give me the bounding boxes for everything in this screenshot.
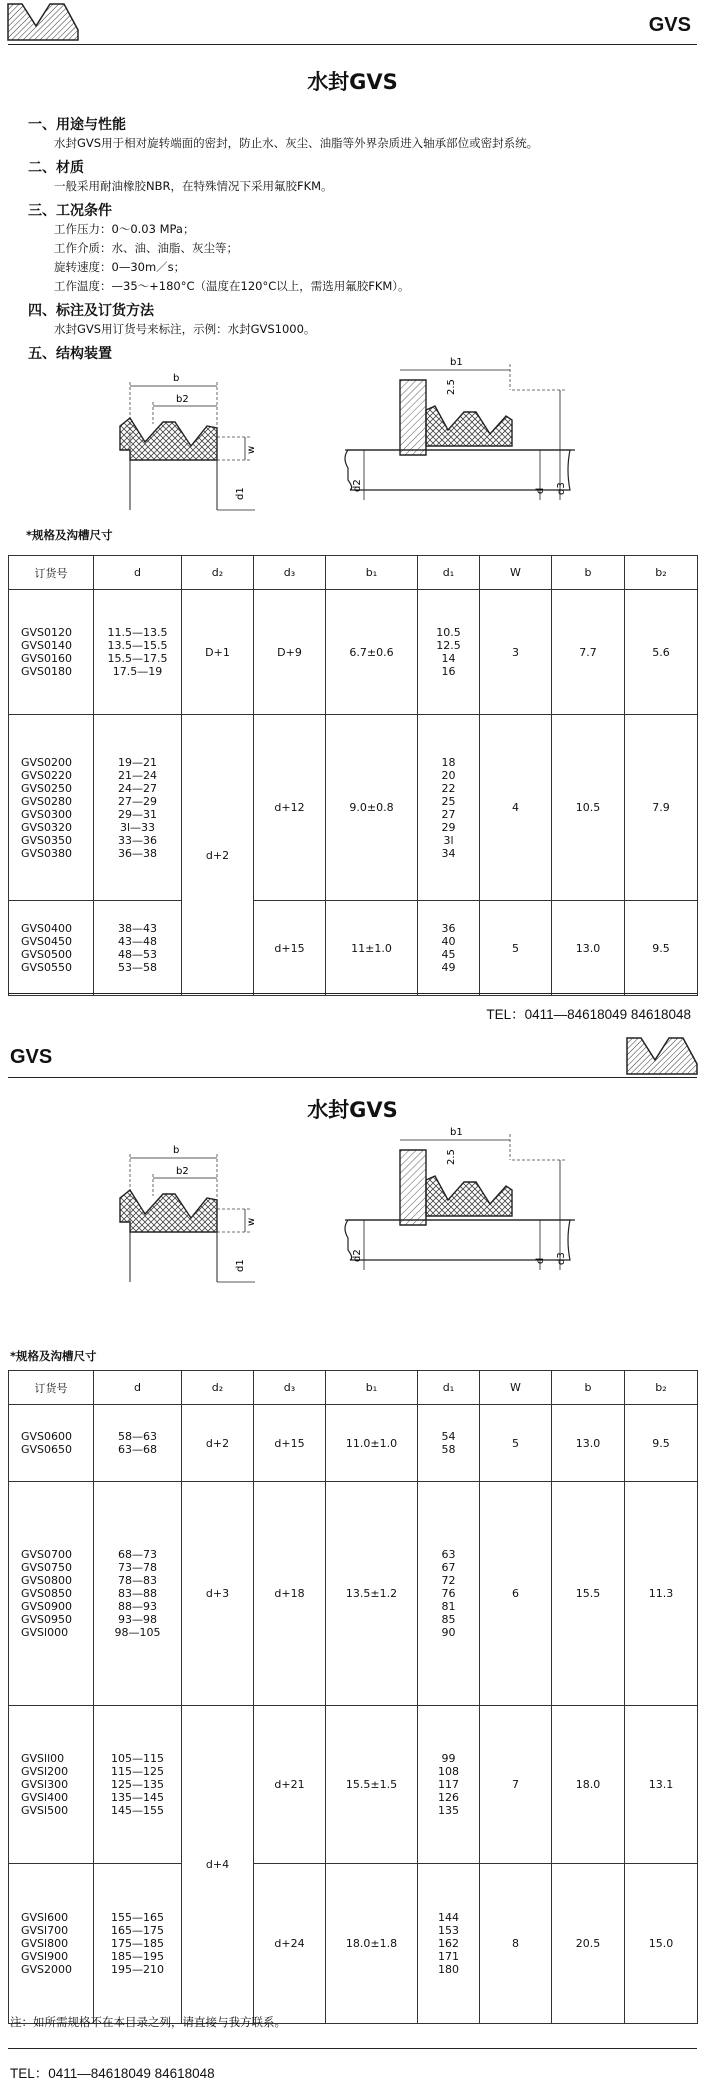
d1-cell: 18 20 22 25 27 29 3l 34: [418, 715, 480, 901]
section-usage: [28, 114, 688, 153]
d3-cell: d+24: [254, 1864, 326, 2024]
order-code-cell: GVS0400 GVS0450 GVS0500 GVS0550: [9, 901, 94, 996]
footnote: 注：如所需规格不在本目录之列，请直接与我方联系。: [10, 2015, 286, 2029]
order-code-cell: GVS0120 GVS0140 GVS0160 GVS0180: [9, 590, 94, 715]
d-cell: 155—165 165—175 175—185 185—195 195—210: [94, 1864, 182, 2024]
d2-cell: D+1: [182, 590, 254, 715]
section-heading: 五、结构装置: [28, 346, 112, 362]
b2-cell: 13.1: [625, 1706, 698, 1864]
dim-d2-label: d2: [352, 1249, 363, 1262]
dim-b1-label: b1: [450, 1127, 463, 1138]
b-cell: 10.5: [552, 715, 625, 901]
b2-cell: 9.5: [625, 901, 698, 996]
seal-profile-diagram: [115, 360, 275, 520]
b-cell: 13.0: [552, 901, 625, 996]
header-cell: d₃: [254, 556, 326, 590]
section-heading: 四、标注及订货方法: [28, 303, 154, 319]
d-cell: 105—115 115—125 125—135 135—145 145—155: [94, 1706, 182, 1864]
header-cell: d₁: [418, 556, 480, 590]
w-cell: 8: [480, 1864, 552, 2024]
order-code-cell: GVS0700 GVS0750 GVS0800 GVS0850 GVS0900 GVS0950 GVSl000: [9, 1482, 94, 1706]
contact-phone: TEL：0411—84618049 84618048: [486, 1007, 691, 1022]
dim-d3-label: d3: [556, 1252, 567, 1265]
d1-cell: 10.5 12.5 14 16: [418, 590, 480, 715]
d-cell: 11.5—13.5 13.5—15.5 15.5—17.5 17.5—19: [94, 590, 182, 715]
table-row: [9, 901, 698, 996]
section-text: 一般采用耐油橡胶NBR，在特殊情况下采用氟胶FKM。: [54, 179, 333, 193]
table-row: [9, 1706, 698, 1864]
b-cell: 18.0: [552, 1706, 625, 1864]
page-code: GVS: [10, 1046, 53, 1068]
order-code-cell: GVS0200 GVS0220 GVS0250 GVS0280 GVS0300 GVS0320 GVS0350 GVS0380: [9, 715, 94, 901]
intro-sections: [28, 114, 688, 363]
order-code-cell: GVSl600 GVSl700 GVSl800 GVSl900 GVS2000: [9, 1864, 94, 2024]
dim-d1-label: d1: [235, 487, 246, 500]
table-header-row: [9, 556, 698, 590]
d1-cell: 63 67 72 76 81 85 90: [418, 1482, 480, 1706]
section-text: 工作温度：—35～+180°C（温度在120°C以上，需选用氟胶FKM）。: [54, 279, 410, 293]
header-cell: d₃: [254, 1371, 326, 1405]
b1-cell: 13.5±1.2: [326, 1482, 418, 1706]
seal-installation-diagram: [340, 350, 580, 520]
b1-cell: 11±1.0: [326, 901, 418, 996]
page-title: 水封GVS: [307, 70, 398, 94]
d2-cell: d+2: [182, 1405, 254, 1482]
d1-cell: 54 58: [418, 1405, 480, 1482]
w-cell: 3: [480, 590, 552, 715]
contact-phone: TEL：0411—84618049 84618048: [10, 2066, 215, 2081]
order-code-cell: GVS0600 GVS0650: [9, 1405, 94, 1482]
section-heading: 二、材质: [28, 160, 84, 176]
table-title: *规格及沟槽尺寸: [26, 528, 113, 542]
section-text: 水封GVS用于相对旋转端面的密封，防止水、灰尘、油脂等外界杂质进入轴承部位或密封系统。: [54, 136, 539, 150]
dim-b1-label: b1: [450, 357, 463, 368]
dim-d-label: d: [535, 487, 546, 494]
dim-b-label: b: [173, 373, 180, 384]
b1-cell: 18.0±1.8: [326, 1864, 418, 2024]
header-cell: b: [552, 556, 625, 590]
table-row: [9, 1864, 698, 2024]
dim-d2-label: d2: [352, 479, 363, 492]
b2-cell: 5.6: [625, 590, 698, 715]
section-text: 工作压力：0～0.03 MPa；: [54, 222, 195, 236]
dim-b2-label: b2: [176, 394, 189, 405]
seal-logo-icon: [625, 1034, 699, 1076]
section-heading: 一、用途与性能: [28, 117, 126, 133]
b1-cell: 9.0±0.8: [326, 715, 418, 901]
table-header-row: [9, 1371, 698, 1405]
header-cell: d₂: [182, 556, 254, 590]
b2-cell: 7.9: [625, 715, 698, 901]
d2-cell: d+3: [182, 1482, 254, 1706]
section-text: 工作介质：水、油、油脂、灰尘等；: [54, 241, 238, 255]
dim-w-label: w: [246, 1217, 257, 1226]
table-row: [9, 715, 698, 901]
header-cell: b₁: [326, 556, 418, 590]
d3-cell: d+15: [254, 901, 326, 996]
d3-cell: d+12: [254, 715, 326, 901]
header-cell: d₁: [418, 1371, 480, 1405]
dim-d3-label: d3: [556, 482, 567, 495]
b-cell: 7.7: [552, 590, 625, 715]
header-cell: b: [552, 1371, 625, 1405]
section-material: [28, 157, 688, 196]
b1-cell: 11.0±1.0: [326, 1405, 418, 1482]
b1-cell: 15.5±1.5: [326, 1706, 418, 1864]
section-conditions: [28, 200, 688, 296]
header-cell: d: [94, 1371, 182, 1405]
b-cell: 15.5: [552, 1482, 625, 1706]
dim-d1-label: d1: [235, 1259, 246, 1272]
w-cell: 5: [480, 1405, 552, 1482]
b2-cell: 11.3: [625, 1482, 698, 1706]
header-cell: 订货号: [9, 556, 94, 590]
section-text: 水封GVS用订货号来标注，示例：水封GVS1000。: [54, 322, 316, 336]
w-cell: 7: [480, 1706, 552, 1864]
d2-cell: d+2: [182, 715, 254, 996]
header-cell: d: [94, 556, 182, 590]
header-cell: W: [480, 556, 552, 590]
dim-d-label: d: [535, 1257, 546, 1264]
w-cell: 6: [480, 1482, 552, 1706]
header-cell: b₂: [625, 556, 698, 590]
d1-cell: 99 108 117 126 135: [418, 1706, 480, 1864]
w-cell: 5: [480, 901, 552, 996]
section-heading: 三、工况条件: [28, 203, 112, 219]
page-title: 水封GVS: [307, 1098, 398, 1122]
d-cell: 38—43 43—48 48—53 53—58: [94, 901, 182, 996]
dim-b-label: b: [173, 1145, 180, 1156]
dim-w-label: w: [246, 445, 257, 454]
seal-installation-diagram: [340, 1120, 580, 1290]
w-cell: 4: [480, 715, 552, 901]
b2-cell: 9.5: [625, 1405, 698, 1482]
d3-cell: d+18: [254, 1482, 326, 1706]
d-cell: 19—21 21—24 24—27 27—29 29—31 3l—33 33—36 36—38: [94, 715, 182, 901]
header-cell: W: [480, 1371, 552, 1405]
d3-cell: d+21: [254, 1706, 326, 1864]
header-cell: 订货号: [9, 1371, 94, 1405]
spec-table-1: [8, 555, 698, 996]
b1-cell: 6.7±0.6: [326, 590, 418, 715]
header-cell: b₁: [326, 1371, 418, 1405]
b-cell: 13.0: [552, 1405, 625, 1482]
seal-logo-icon: [6, 0, 80, 42]
d1-cell: 36 40 45 49: [418, 901, 480, 996]
d3-cell: d+15: [254, 1405, 326, 1482]
page-code: GVS: [648, 14, 691, 36]
table-row: [9, 1482, 698, 1706]
d3-cell: D+9: [254, 590, 326, 715]
dim-2-5-label: 2.5: [446, 1149, 457, 1165]
header-cell: d₂: [182, 1371, 254, 1405]
section-ordering: [28, 300, 688, 339]
dim-b2-label: b2: [176, 1166, 189, 1177]
section-text: 旋转速度：0—30m／s；: [54, 260, 186, 274]
order-code-cell: GVSll00 GVSl200 GVSl300 GVSl400 GVSl500: [9, 1706, 94, 1864]
dim-2-5-label: 2.5: [446, 379, 457, 395]
table-title: *规格及沟槽尺寸: [10, 1349, 97, 1363]
b-cell: 20.5: [552, 1864, 625, 2024]
d-cell: 58—63 63—68: [94, 1405, 182, 1482]
table-row: [9, 590, 698, 715]
seal-profile-diagram: [115, 1132, 275, 1292]
d-cell: 68—73 73—78 78—83 83—88 88—93 93—98 98—105: [94, 1482, 182, 1706]
b2-cell: 15.0: [625, 1864, 698, 2024]
d1-cell: 144 153 162 171 180: [418, 1864, 480, 2024]
spec-table-2: [8, 1370, 698, 2024]
d2-cell: d+4: [182, 1706, 254, 2024]
header-cell: b₂: [625, 1371, 698, 1405]
table-row: [9, 1405, 698, 1482]
